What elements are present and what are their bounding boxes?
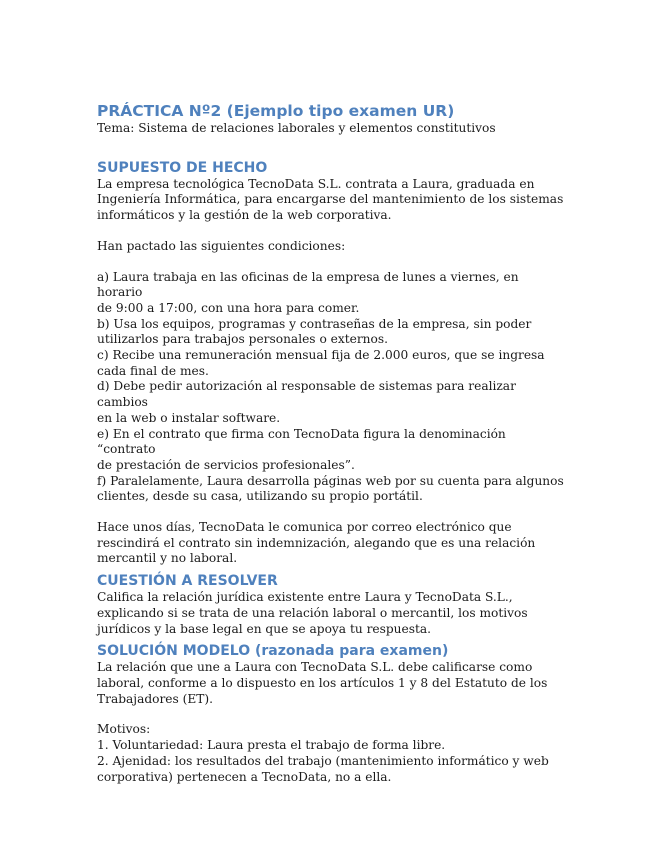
supuesto-final: Hace unos días, TecnoData le comunica por correo electrónico que rescindirá el contrato sin indemnización, alegando que es una relación mercantil y no laboral. [97,520,536,566]
document-title: PRÁCTICA Nº2 (Ejemplo tipo examen UR) [97,102,455,120]
motivos-list: 1. Voluntariedad: Laura presta el trabajo de forma libre. 2. Ajenidad: los resultados del trabajo (mantenimiento informático y web corporativa) pertenecen a TecnoData, no a ella. [97,738,549,784]
solucion-heading: SOLUCIÓN MODELO (razonada para examen) [97,643,449,660]
supuesto-heading: SUPUESTO DE HECHO [97,159,268,176]
cuestion-heading: CUESTIÓN A RESOLVER [97,573,278,590]
cuestion-text: Califica la relación jurídica existente entre Laura y TecnoData S.L., explicando si se trata de una relación laboral o mercantil, los motivos jurídicos y la base legal en que se apoya tu respuesta. [97,590,528,636]
tema-line: Tema: Sistema de relaciones laborales y elementos constitutivos [97,121,496,135]
supuesto-conditions: a) Laura trabaja en las oficinas de la empresa de lunes a viernes, en horario de 9:00 a 17:00, con una hora para comer. b) Usa los equipos, programas y contraseñas de la empresa, sin poder utilizarlos para trabajos personales o externos. c) Recibe una remuneración mensual fija de 2.000 euros, que se ingresa cada final de mes. d) Debe pedir autorización al responsable de sistemas para realizar cambios en la web o instalar software. e) En el contrato que firma con TecnoData figura la denominación “contrato de prestación de servicios profesionales”. f) Paralelamente, Laura desarrolla páginas web por su cuenta para algunos clientes, desde su casa, utilizando su propio portátil. [97,269,564,504]
supuesto-intro: La empresa tecnológica TecnoData S.L. contrata a Laura, graduada en Ingeniería Informática, para encargarse del mantenimiento de los sistemas informáticos y la gestión de la web corporativa. [97,176,564,223]
solucion-text: La relación que une a Laura con TecnoData S.L. debe calificarse como laboral, conforme a lo dispuesto en los artículos 1 y 8 del Estatuto de los Trabajadores (ET). [97,660,548,706]
supuesto-pactado: Han pactado las siguientes condiciones: [97,238,346,253]
document-page [97,101,567,785]
motivos-label: Motivos: [97,722,151,737]
